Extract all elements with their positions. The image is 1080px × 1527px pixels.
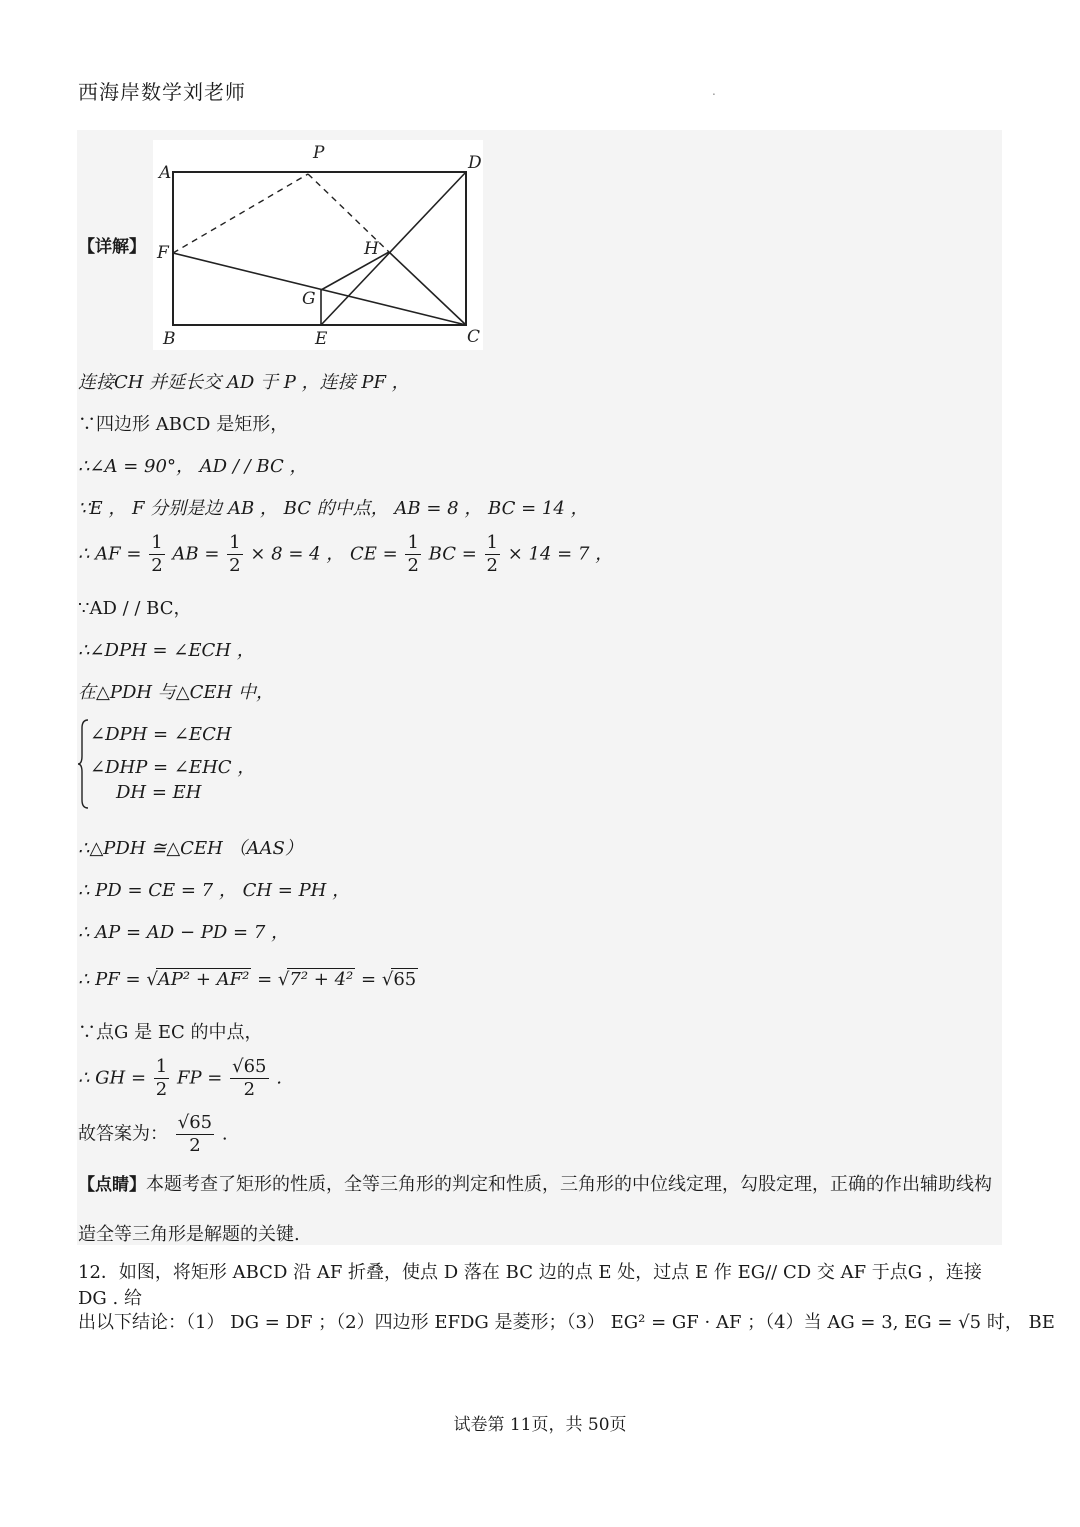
lengths-part-d: BC = xyxy=(428,543,477,565)
brace-row-2: ∠DHP = ∠EHC ， xyxy=(90,757,256,778)
step-ap: ∴ AP = AD − PD = 7 ， xyxy=(78,922,290,943)
rectangle-abcd xyxy=(173,172,466,325)
label-p: P xyxy=(313,143,325,163)
step-lengths xyxy=(78,532,613,577)
pf-eq-1: = xyxy=(257,969,273,990)
brace-row-1: ∠DPH = ∠ECH xyxy=(90,724,232,745)
comment-paragraph xyxy=(78,1160,1003,1260)
lengths-part-a: ∴ AF = xyxy=(78,543,142,565)
step-pd: ∴ PD = CE = 7 ， CH = PH ， xyxy=(78,880,351,901)
lengths-part-e: × 14 = 7 ， xyxy=(507,543,614,565)
segment-ed xyxy=(321,172,466,325)
geometry-figure xyxy=(153,140,483,350)
label-h: H xyxy=(364,239,379,259)
page-footer: 试卷第 11页，共 50页 xyxy=(453,1415,627,1435)
step-rectangle: ∵四边形 ABCD 是矩形， xyxy=(78,414,289,435)
step-angle-a: ∴∠A = 90°， AD / / BC ， xyxy=(78,456,308,477)
step-triangles: 在△PDH 与△CEH 中， xyxy=(78,682,274,703)
step-congruent: ∴△PDH ≅△CEH （AAS） xyxy=(78,838,303,859)
brace-row-3: DH = EH xyxy=(116,782,202,803)
segment-fc xyxy=(173,253,466,325)
step-parallel: ∵AD / / BC， xyxy=(78,598,192,619)
step-pf xyxy=(78,968,418,991)
pf-part-a: ∴ PF = xyxy=(78,969,141,990)
sqrt-sign-icon: √ xyxy=(146,969,158,990)
sqrt-sign-icon: √ xyxy=(277,969,290,990)
segment-hc xyxy=(389,252,466,325)
step-midpoints: ∵E ， F 分别是边 AB ， BC 的中点， AB = 8 ， BC = 14 ， xyxy=(78,498,589,519)
step-answer xyxy=(78,1112,228,1157)
comment-tag: 【点睛】 xyxy=(78,1175,146,1195)
label-f: F xyxy=(157,243,169,263)
step-gh xyxy=(78,1056,282,1101)
label-d: D xyxy=(468,153,482,173)
pf-eq-2: = xyxy=(361,969,377,990)
page-header-mark: . xyxy=(712,84,716,98)
step-connect: 连接CH 并延长交 AD 于 P ，连接 PF ， xyxy=(78,372,410,393)
pf-radicand-1: AP² + AF² xyxy=(157,969,250,990)
label-c: C xyxy=(467,327,481,347)
lengths-part-c: × 8 = 4 ， CE = xyxy=(250,543,398,565)
page-header-title: 西海岸数学刘老师 xyxy=(78,80,246,104)
sqrt-sign-icon: √ xyxy=(381,969,394,990)
fraction-answer: $\frac{√65}{2}$ xyxy=(177,1112,213,1156)
question-12-line-2: 出以下结论：（1） DG = DF ；（2）四边形 EFDG 是菱形；（3） EG² = GF · AF ；（4）当 AG = 3, EG = √5 时， BE xyxy=(78,1312,1055,1333)
fraction-half: $\frac{1}{2}$ xyxy=(229,532,241,576)
brace-system xyxy=(78,718,338,810)
dashed-fp xyxy=(173,174,308,253)
brace-icon xyxy=(78,718,90,810)
fraction-half: $\frac{1}{2}$ xyxy=(486,532,498,576)
gh-part-c: . xyxy=(276,1067,282,1089)
fraction-sqrt65-half: $\frac{√65}{2}$ xyxy=(232,1056,267,1100)
fraction-half: $\frac{1}{2}$ xyxy=(155,1056,168,1100)
fraction-half: $\frac{1}{2}$ xyxy=(407,532,419,576)
gh-part-a: ∴ GH = xyxy=(78,1067,147,1089)
answer-label: 故答案为： xyxy=(78,1123,168,1145)
label-e: E xyxy=(315,329,328,349)
label-a: A xyxy=(159,163,172,183)
detail-tag: 【详解】 xyxy=(78,237,146,257)
pf-radicand-2: 7² + 4² xyxy=(289,969,354,990)
step-g-midpoint: ∵点G 是 EC 的中点， xyxy=(78,1022,263,1043)
step-angle-eq: ∴∠DPH = ∠ECH ， xyxy=(78,640,255,661)
comment-text: 本题考查了矩形的性质，全等三角形的判定和性质，三角形的中位线定理，勾股定理，正确的作出辅助线构造全等三角形是解题的关键. xyxy=(78,1174,992,1245)
question-12-line-1: 12．如图，将矩形 ABCD 沿 AF 折叠，使点 D 落在 BC 边的点 E 处，过点 E 作 EG// CD 交 AF 于点G ，连接 DG . 给 xyxy=(78,1262,982,1309)
answer-period: . xyxy=(221,1123,228,1145)
label-g: G xyxy=(302,289,316,309)
gh-part-b: FP = xyxy=(176,1067,223,1089)
label-b: B xyxy=(163,329,176,349)
lengths-part-b: AB = xyxy=(172,543,220,565)
pf-radicand-3: 65 xyxy=(393,969,417,990)
fraction-half: $\frac{1}{2}$ xyxy=(151,532,163,576)
